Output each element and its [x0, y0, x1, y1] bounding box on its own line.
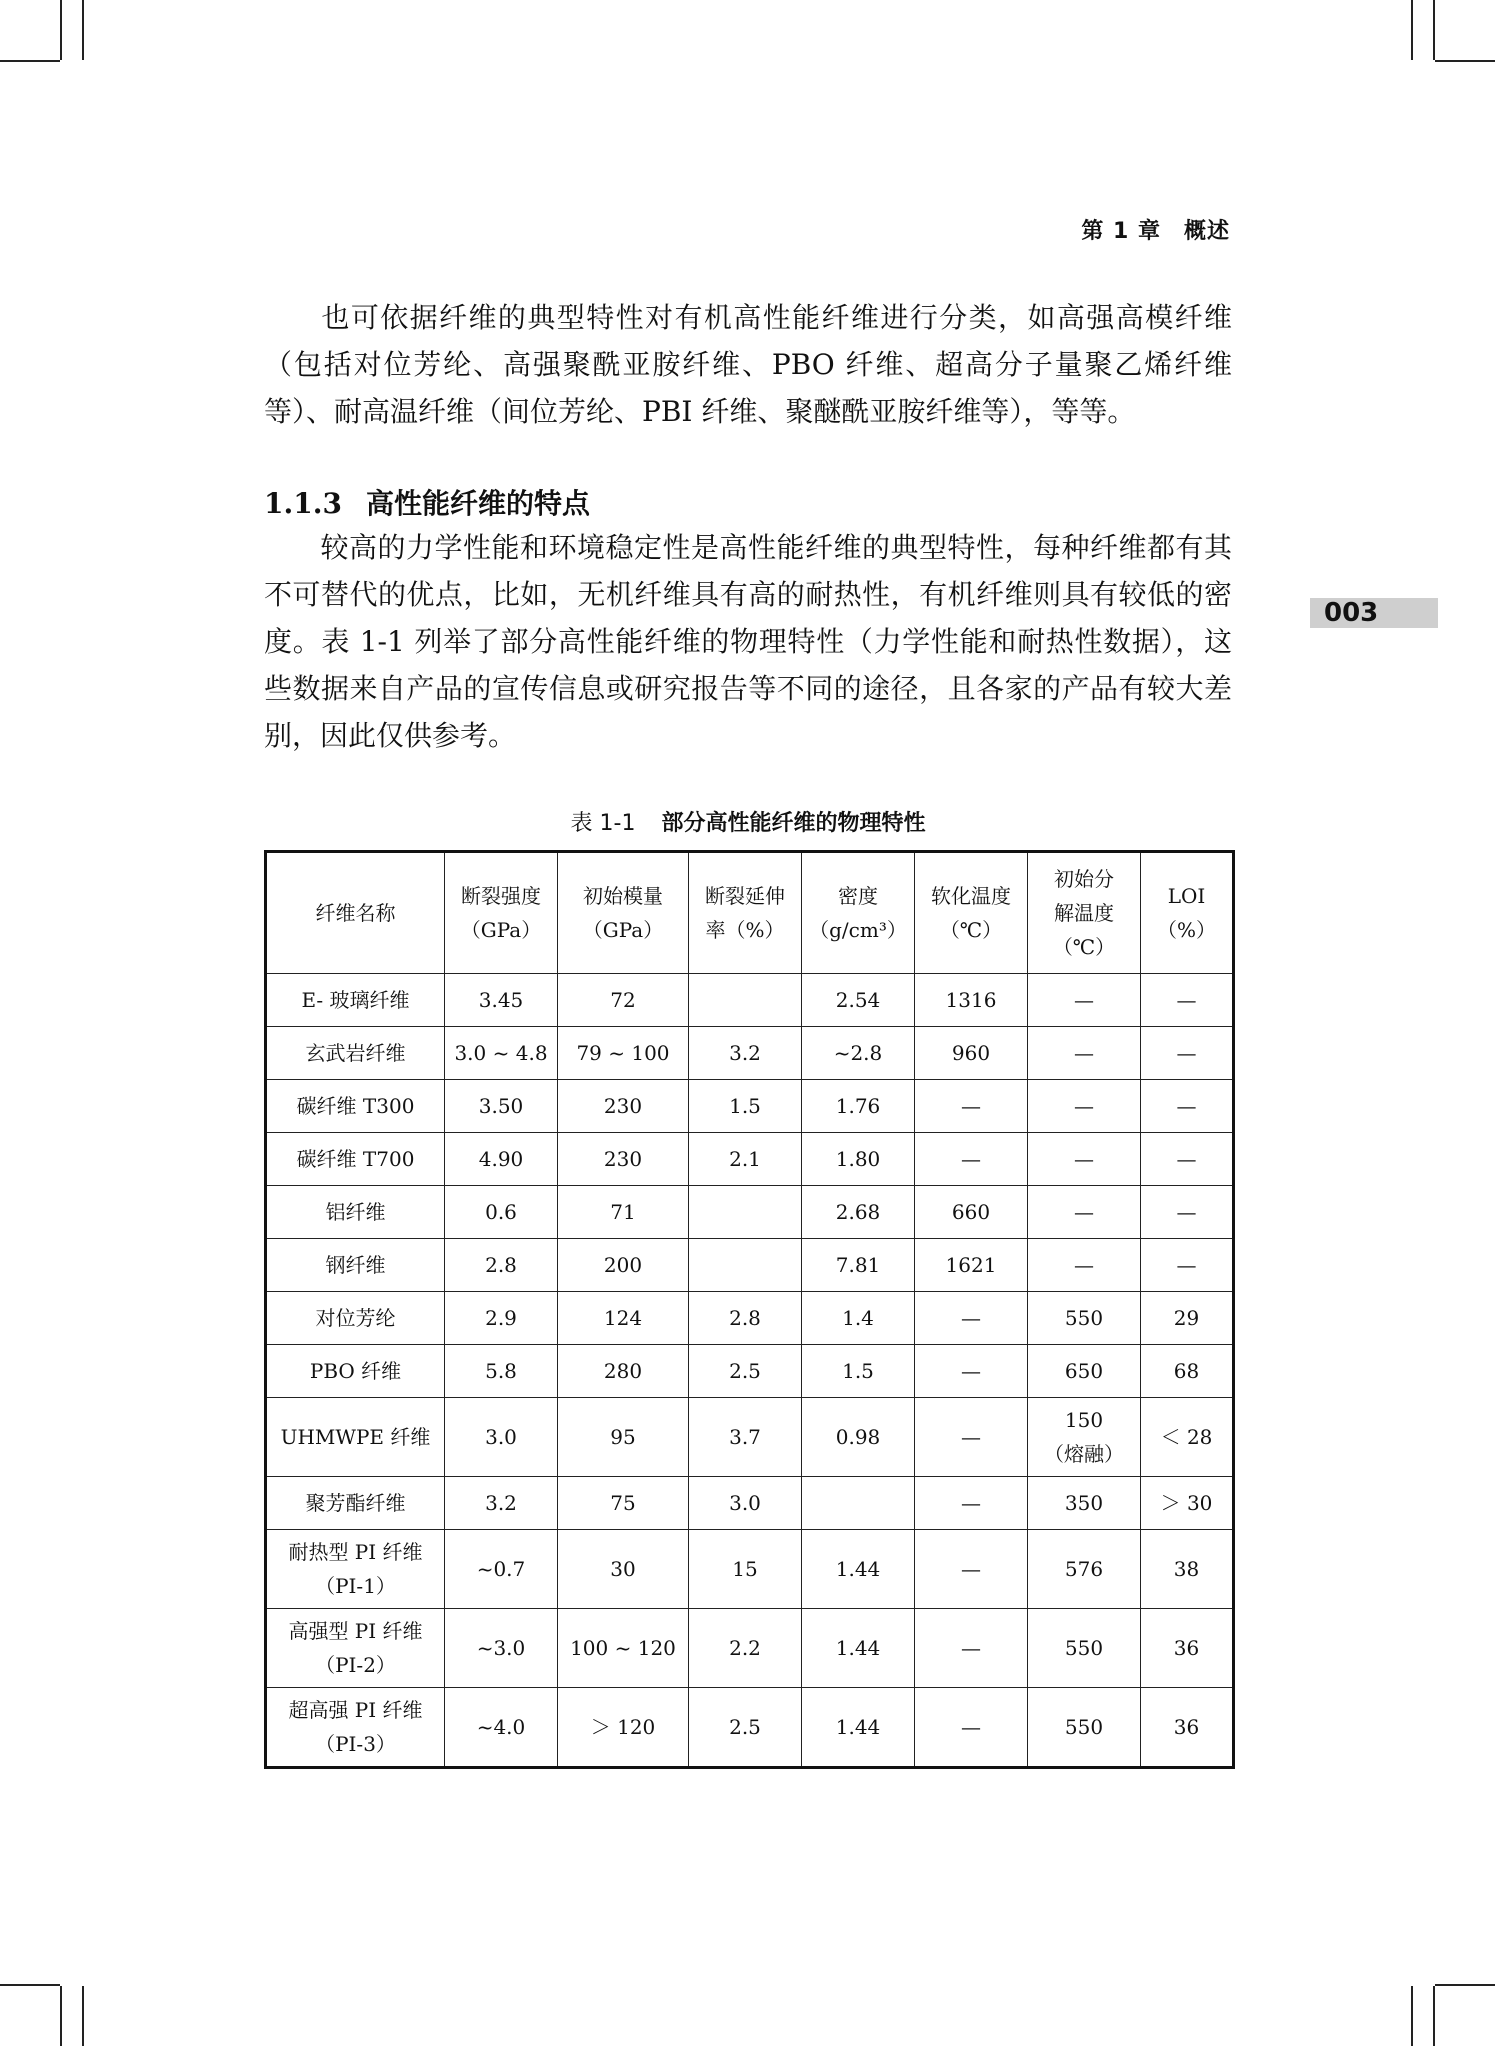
cell-line: —: [1074, 1253, 1094, 1277]
cell-line: （熔融）: [1044, 1442, 1124, 1466]
cell-softening: 1316: [915, 974, 1028, 1027]
header-elongation: [689, 852, 802, 974]
cell-softening: —: [915, 1609, 1028, 1688]
cell-decomposition: [1028, 1345, 1141, 1398]
cell-strength: 3.50: [445, 1080, 558, 1133]
table-row: [266, 1688, 1234, 1768]
cell-fiber-name: [266, 1477, 445, 1530]
table-row: [266, 1398, 1234, 1477]
cell-decomposition: [1028, 1292, 1141, 1345]
cell-line: （PI-3）: [315, 1732, 396, 1756]
cell-strength: 2.9: [445, 1292, 558, 1345]
cell-decomposition: [1028, 1027, 1141, 1080]
crop-mark: [82, 1986, 84, 2046]
cell-fiber-name: [266, 1345, 445, 1398]
cell-line: 耐热型 PI 纤维: [288, 1540, 423, 1564]
section-heading: [264, 480, 590, 527]
section-title: 高性能纤维的特点: [365, 487, 590, 520]
cell-elongation: 2.2: [689, 1609, 802, 1688]
table-caption-title: 部分高性能纤维的物理特性: [661, 811, 926, 836]
cell-decomposition: [1028, 1609, 1141, 1688]
cell-decomposition: [1028, 1688, 1141, 1768]
crop-mark: [0, 60, 60, 62]
page-number: 003: [1324, 598, 1379, 628]
cell-modulus: 75: [558, 1477, 689, 1530]
cell-line: 碳纤维 T300: [296, 1094, 415, 1118]
intro-text: 也可依据纤维的典型特性对有机高性能纤维进行分类，如高强高模纤维（包括对位芳纶、高强聚酰亚胺纤维、PBO 纤维、超高分子量聚乙烯纤维等）、耐高温纤维（间位芳纶、PBI 纤维、聚醚酰亚胺纤维等），等等。: [264, 301, 1232, 428]
cell-line: UHMWPE 纤维: [280, 1425, 431, 1449]
cell-density: 1.44: [802, 1688, 915, 1768]
header-decomposition-temp: [1028, 852, 1141, 974]
cell-loi: ＜ 28: [1141, 1398, 1234, 1477]
cell-modulus: 280: [558, 1345, 689, 1398]
table-row: [266, 1186, 1234, 1239]
cell-strength: 4.90: [445, 1133, 558, 1186]
cell-elongation: 3.7: [689, 1398, 802, 1477]
cell-strength: ~3.0: [445, 1609, 558, 1688]
cell-loi: —: [1141, 1133, 1234, 1186]
table-header-row: [266, 852, 1234, 974]
cell-modulus: 230: [558, 1133, 689, 1186]
cell-line: 高强型 PI 纤维: [288, 1619, 423, 1643]
table-body: [266, 974, 1234, 1768]
cell-line: LOI: [1167, 884, 1206, 908]
cell-elongation: 1.5: [689, 1080, 802, 1133]
cell-line: 纤维名称: [315, 901, 396, 925]
cell-line: （℃）: [1052, 935, 1116, 959]
cell-strength: 5.8: [445, 1345, 558, 1398]
cell-line: 软化温度: [931, 884, 1011, 908]
header-softening-temp: [915, 852, 1028, 974]
cell-fiber-name: [266, 1239, 445, 1292]
cell-line: （PI-2）: [315, 1653, 396, 1677]
crop-mark: [1411, 0, 1413, 60]
cell-decomposition: [1028, 1530, 1141, 1609]
cell-line: 率（%）: [705, 918, 785, 942]
cell-line: 断裂强度: [461, 884, 541, 908]
cell-line: 超高强 PI 纤维: [288, 1698, 423, 1722]
cell-fiber-name: [266, 1530, 445, 1609]
table-row: [266, 1239, 1234, 1292]
cell-softening: —: [915, 1292, 1028, 1345]
crop-mark: [1435, 1984, 1495, 1986]
table-row: [266, 1292, 1234, 1345]
crop-mark: [1433, 0, 1435, 60]
cell-density: 2.54: [802, 974, 915, 1027]
cell-elongation: 2.5: [689, 1345, 802, 1398]
cell-elongation: [689, 1239, 802, 1292]
cell-line: 断裂延伸: [705, 884, 785, 908]
cell-line: 初始分: [1054, 867, 1114, 891]
cell-elongation: 3.2: [689, 1027, 802, 1080]
cell-softening: —: [915, 1080, 1028, 1133]
crop-mark: [0, 1984, 60, 1986]
cell-density: 2.68: [802, 1186, 915, 1239]
cell-line: （GPa）: [582, 918, 664, 942]
header-density: [802, 852, 915, 974]
cell-loi: ＞ 30: [1141, 1477, 1234, 1530]
cell-elongation: [689, 1186, 802, 1239]
cell-modulus: 79 ~ 100: [558, 1027, 689, 1080]
cell-elongation: 3.0: [689, 1477, 802, 1530]
cell-decomposition: [1028, 1133, 1141, 1186]
running-header: 第 1 章 概述: [1081, 219, 1230, 244]
table-row: [266, 1133, 1234, 1186]
section-number: 1.1.3: [264, 487, 342, 520]
cell-strength: ~4.0: [445, 1688, 558, 1768]
cell-modulus: 71: [558, 1186, 689, 1239]
table-row: [266, 1080, 1234, 1133]
page-number-tab: [1310, 598, 1438, 628]
cell-modulus: 124: [558, 1292, 689, 1345]
cell-decomposition: [1028, 1477, 1141, 1530]
cell-fiber-name: [266, 1609, 445, 1688]
cell-line: 650: [1064, 1359, 1104, 1383]
cell-line: 聚芳酯纤维: [305, 1491, 406, 1515]
cell-line: 初始模量: [583, 884, 663, 908]
cell-density: 1.80: [802, 1133, 915, 1186]
header-modulus: [558, 852, 689, 974]
header-fiber-name: [266, 852, 445, 974]
cell-decomposition: [1028, 1186, 1141, 1239]
crop-mark: [1435, 60, 1495, 62]
cell-line: 密度: [838, 884, 878, 908]
cell-strength: 3.0: [445, 1398, 558, 1477]
cell-fiber-name: [266, 1080, 445, 1133]
cell-line: 解温度: [1054, 901, 1114, 925]
cell-density: 1.44: [802, 1530, 915, 1609]
cell-elongation: 2.5: [689, 1688, 802, 1768]
cell-strength: 3.2: [445, 1477, 558, 1530]
cell-loi: 29: [1141, 1292, 1234, 1345]
cell-density: 0.98: [802, 1398, 915, 1477]
cell-decomposition: [1028, 1239, 1141, 1292]
cell-softening: —: [915, 1398, 1028, 1477]
fiber-properties-table: [264, 850, 1235, 1769]
crop-mark: [60, 0, 62, 60]
cell-density: 1.5: [802, 1345, 915, 1398]
cell-line: （g/cm³）: [809, 918, 907, 942]
cell-density: 7.81: [802, 1239, 915, 1292]
table-row: [266, 1345, 1234, 1398]
table-row: [266, 1477, 1234, 1530]
cell-strength: 3.0 ~ 4.8: [445, 1027, 558, 1080]
cell-loi: —: [1141, 1027, 1234, 1080]
cell-fiber-name: [266, 1688, 445, 1768]
cell-modulus: 230: [558, 1080, 689, 1133]
cell-softening: —: [915, 1477, 1028, 1530]
cell-density: 1.44: [802, 1609, 915, 1688]
cell-softening: —: [915, 1345, 1028, 1398]
cell-loi: 36: [1141, 1688, 1234, 1768]
cell-fiber-name: [266, 1027, 445, 1080]
cell-elongation: 2.1: [689, 1133, 802, 1186]
section-paragraph: [264, 524, 1232, 759]
cell-density: [802, 1477, 915, 1530]
cell-line: 576: [1064, 1557, 1104, 1581]
cell-line: 对位芳纶: [315, 1306, 396, 1330]
cell-softening: —: [915, 1133, 1028, 1186]
cell-softening: 660: [915, 1186, 1028, 1239]
table-caption: [264, 806, 1232, 837]
cell-line: （PI-1）: [315, 1574, 396, 1598]
cell-line: （℃）: [939, 918, 1003, 942]
cell-modulus: ＞ 120: [558, 1688, 689, 1768]
cell-line: 550: [1064, 1636, 1104, 1660]
cell-line: 550: [1064, 1715, 1104, 1739]
cell-elongation: 2.8: [689, 1292, 802, 1345]
cell-strength: ~0.7: [445, 1530, 558, 1609]
cell-line: —: [1074, 1147, 1094, 1171]
cell-line: 碳纤维 T700: [296, 1147, 415, 1171]
cell-line: E- 玻璃纤维: [301, 988, 410, 1012]
cell-loi: —: [1141, 1186, 1234, 1239]
crop-mark: [60, 1986, 62, 2046]
cell-strength: 0.6: [445, 1186, 558, 1239]
cell-elongation: [689, 974, 802, 1027]
section-text: 较高的力学性能和环境稳定性是高性能纤维的典型特性，每种纤维都有其不可替代的优点，比如，无机纤维具有高的耐热性，有机纤维则具有较低的密度。表 1-1 列举了部分高性能纤维的物理特性（力学性能和耐热性数据），这些数据来自产品的宣传信息或研究报告等不同的途径，且各家的产品有较大差别，因此仅供参考。: [264, 531, 1232, 752]
cell-line: 150: [1064, 1408, 1104, 1432]
crop-mark: [82, 0, 84, 60]
cell-density: 1.76: [802, 1080, 915, 1133]
cell-fiber-name: [266, 1398, 445, 1477]
cell-modulus: 95: [558, 1398, 689, 1477]
cell-line: —: [1074, 1041, 1094, 1065]
cell-softening: —: [915, 1688, 1028, 1768]
cell-line: （GPa）: [460, 918, 542, 942]
header-strength: [445, 852, 558, 974]
crop-mark: [1411, 1986, 1413, 2046]
cell-modulus: 72: [558, 974, 689, 1027]
table-row: [266, 1609, 1234, 1688]
cell-decomposition: [1028, 1398, 1141, 1477]
cell-line: 350: [1064, 1491, 1104, 1515]
table-row: [266, 974, 1234, 1027]
cell-fiber-name: [266, 1133, 445, 1186]
cell-softening: 1621: [915, 1239, 1028, 1292]
cell-loi: —: [1141, 974, 1234, 1027]
cell-line: PBO 纤维: [309, 1359, 402, 1383]
cell-fiber-name: [266, 1292, 445, 1345]
cell-loi: 38: [1141, 1530, 1234, 1609]
crop-mark: [1433, 1986, 1435, 2046]
cell-line: —: [1074, 1200, 1094, 1224]
cell-loi: —: [1141, 1080, 1234, 1133]
cell-modulus: 30: [558, 1530, 689, 1609]
cell-strength: 2.8: [445, 1239, 558, 1292]
intro-paragraph: [264, 294, 1232, 435]
cell-line: 玄武岩纤维: [305, 1041, 406, 1065]
cell-loi: 68: [1141, 1345, 1234, 1398]
cell-fiber-name: [266, 1186, 445, 1239]
cell-softening: —: [915, 1530, 1028, 1609]
cell-modulus: 100 ~ 120: [558, 1609, 689, 1688]
cell-elongation: 15: [689, 1530, 802, 1609]
cell-line: 550: [1064, 1306, 1104, 1330]
table-caption-number: 表 1-1: [570, 811, 636, 836]
cell-modulus: 200: [558, 1239, 689, 1292]
cell-line: —: [1074, 1094, 1094, 1118]
cell-decomposition: [1028, 974, 1141, 1027]
table-row: [266, 1530, 1234, 1609]
header-loi: [1141, 852, 1234, 974]
cell-strength: 3.45: [445, 974, 558, 1027]
cell-line: 铝纤维: [325, 1200, 386, 1224]
cell-softening: 960: [915, 1027, 1028, 1080]
cell-density: 1.4: [802, 1292, 915, 1345]
table-row: [266, 1027, 1234, 1080]
cell-fiber-name: [266, 974, 445, 1027]
cell-loi: 36: [1141, 1609, 1234, 1688]
cell-decomposition: [1028, 1080, 1141, 1133]
cell-line: —: [1074, 988, 1094, 1012]
cell-loi: —: [1141, 1239, 1234, 1292]
cell-line: （%）: [1156, 918, 1216, 942]
cell-line: 钢纤维: [325, 1253, 386, 1277]
cell-density: ~2.8: [802, 1027, 915, 1080]
